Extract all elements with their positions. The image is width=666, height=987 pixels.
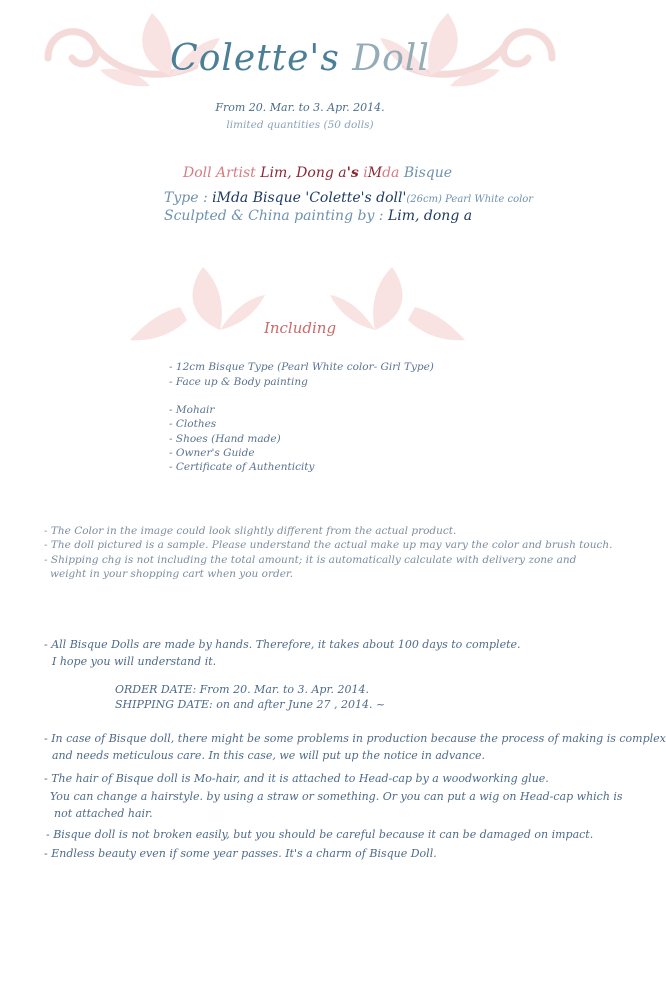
limited-quantities: limited quantities (50 dolls) — [226, 119, 374, 131]
type-size-color: (26cm) Pearl White color — [406, 194, 534, 205]
bullet-hair-3: not attached hair. — [54, 807, 153, 820]
bullet-hair: - The hair of Bisque doll is Mo-hair, and it is attached to Head-cap by a woodworking glue. — [44, 772, 549, 785]
including-item: - 12cm Bisque Type (Pearl White color- Girl Type) — [169, 361, 434, 373]
type-line — [164, 190, 533, 206]
doll-artist-label: Doll Artist — [183, 165, 256, 181]
doll-artist-line — [183, 165, 452, 181]
brand-letter-m: M — [367, 165, 383, 181]
order-date: ORDER DATE: From 20. Mar. to 3. Apr. 2014. — [115, 683, 370, 696]
including-item: - Clothes — [169, 418, 217, 430]
doll-artist-possessive: 's — [346, 165, 359, 181]
brand-bisque: Bisque — [403, 165, 453, 181]
handmade-line-2: I hope you will understand it. — [52, 655, 217, 668]
handmade-line: - All Bisque Dolls are made by hands. Therefore, it takes about 100 days to complete. — [44, 638, 521, 651]
bullet-hair-2: You can change a hairstyle. by using a straw or something. Or you can put a wig on Head-cap which is — [50, 790, 623, 803]
including-item: - Face up & Body painting — [169, 376, 308, 388]
including-item: - Certificate of Authenticity — [169, 461, 315, 473]
page-title — [0, 38, 600, 79]
doll-artist-name: Lim, Dong a — [260, 165, 347, 181]
bullet-production-2: and needs meticulous care. In this case, we will put up the notice in advance. — [52, 749, 485, 762]
title-part-doll: Doll — [352, 38, 430, 79]
sculpted-line — [164, 208, 472, 224]
shipping-date: SHIPPING DATE: on and after June 27 , 2014. ~ — [115, 698, 386, 711]
sculpted-value: Lim, dong a — [387, 208, 473, 224]
including-item: - Mohair — [169, 404, 215, 416]
notice-line: - The doll pictured is a sample. Please understand the actual make up may vary the color and brush touch. — [44, 539, 613, 551]
type-value: iMda Bisque 'Colette's doll' — [212, 190, 407, 206]
brand-letters-da: da — [382, 165, 400, 181]
brand-letter-i: i — [363, 165, 368, 181]
bullet-production: - In case of Bisque doll, there might be some problems in production because the process of making is complex — [44, 732, 666, 745]
title-part-colettes: Colette's — [170, 38, 340, 79]
notice-line: weight in your shopping cart when you order. — [50, 568, 294, 580]
including-item: - Shoes (Hand made) — [169, 433, 281, 445]
sculpted-label: Sculpted & China painting by : — [164, 208, 384, 224]
type-label: Type : — [164, 190, 208, 206]
notice-line: - The Color in the image could look slightly different from the actual product. — [44, 525, 457, 537]
bullet-durability: - Bisque doll is not broken easily, but you should be careful because it can be damaged on impact. — [46, 828, 594, 841]
including-item: - Owner's Guide — [169, 447, 255, 459]
sale-dates: From 20. Mar. to 3. Apr. 2014. — [215, 101, 385, 114]
including-heading: Including — [263, 319, 337, 337]
bullet-beauty: - Endless beauty even if some year passes. It's a charm of Bisque Doll. — [44, 847, 437, 860]
notice-line: - Shipping chg is not including the total amount; it is automatically calculate with delivery zone and — [44, 554, 577, 566]
